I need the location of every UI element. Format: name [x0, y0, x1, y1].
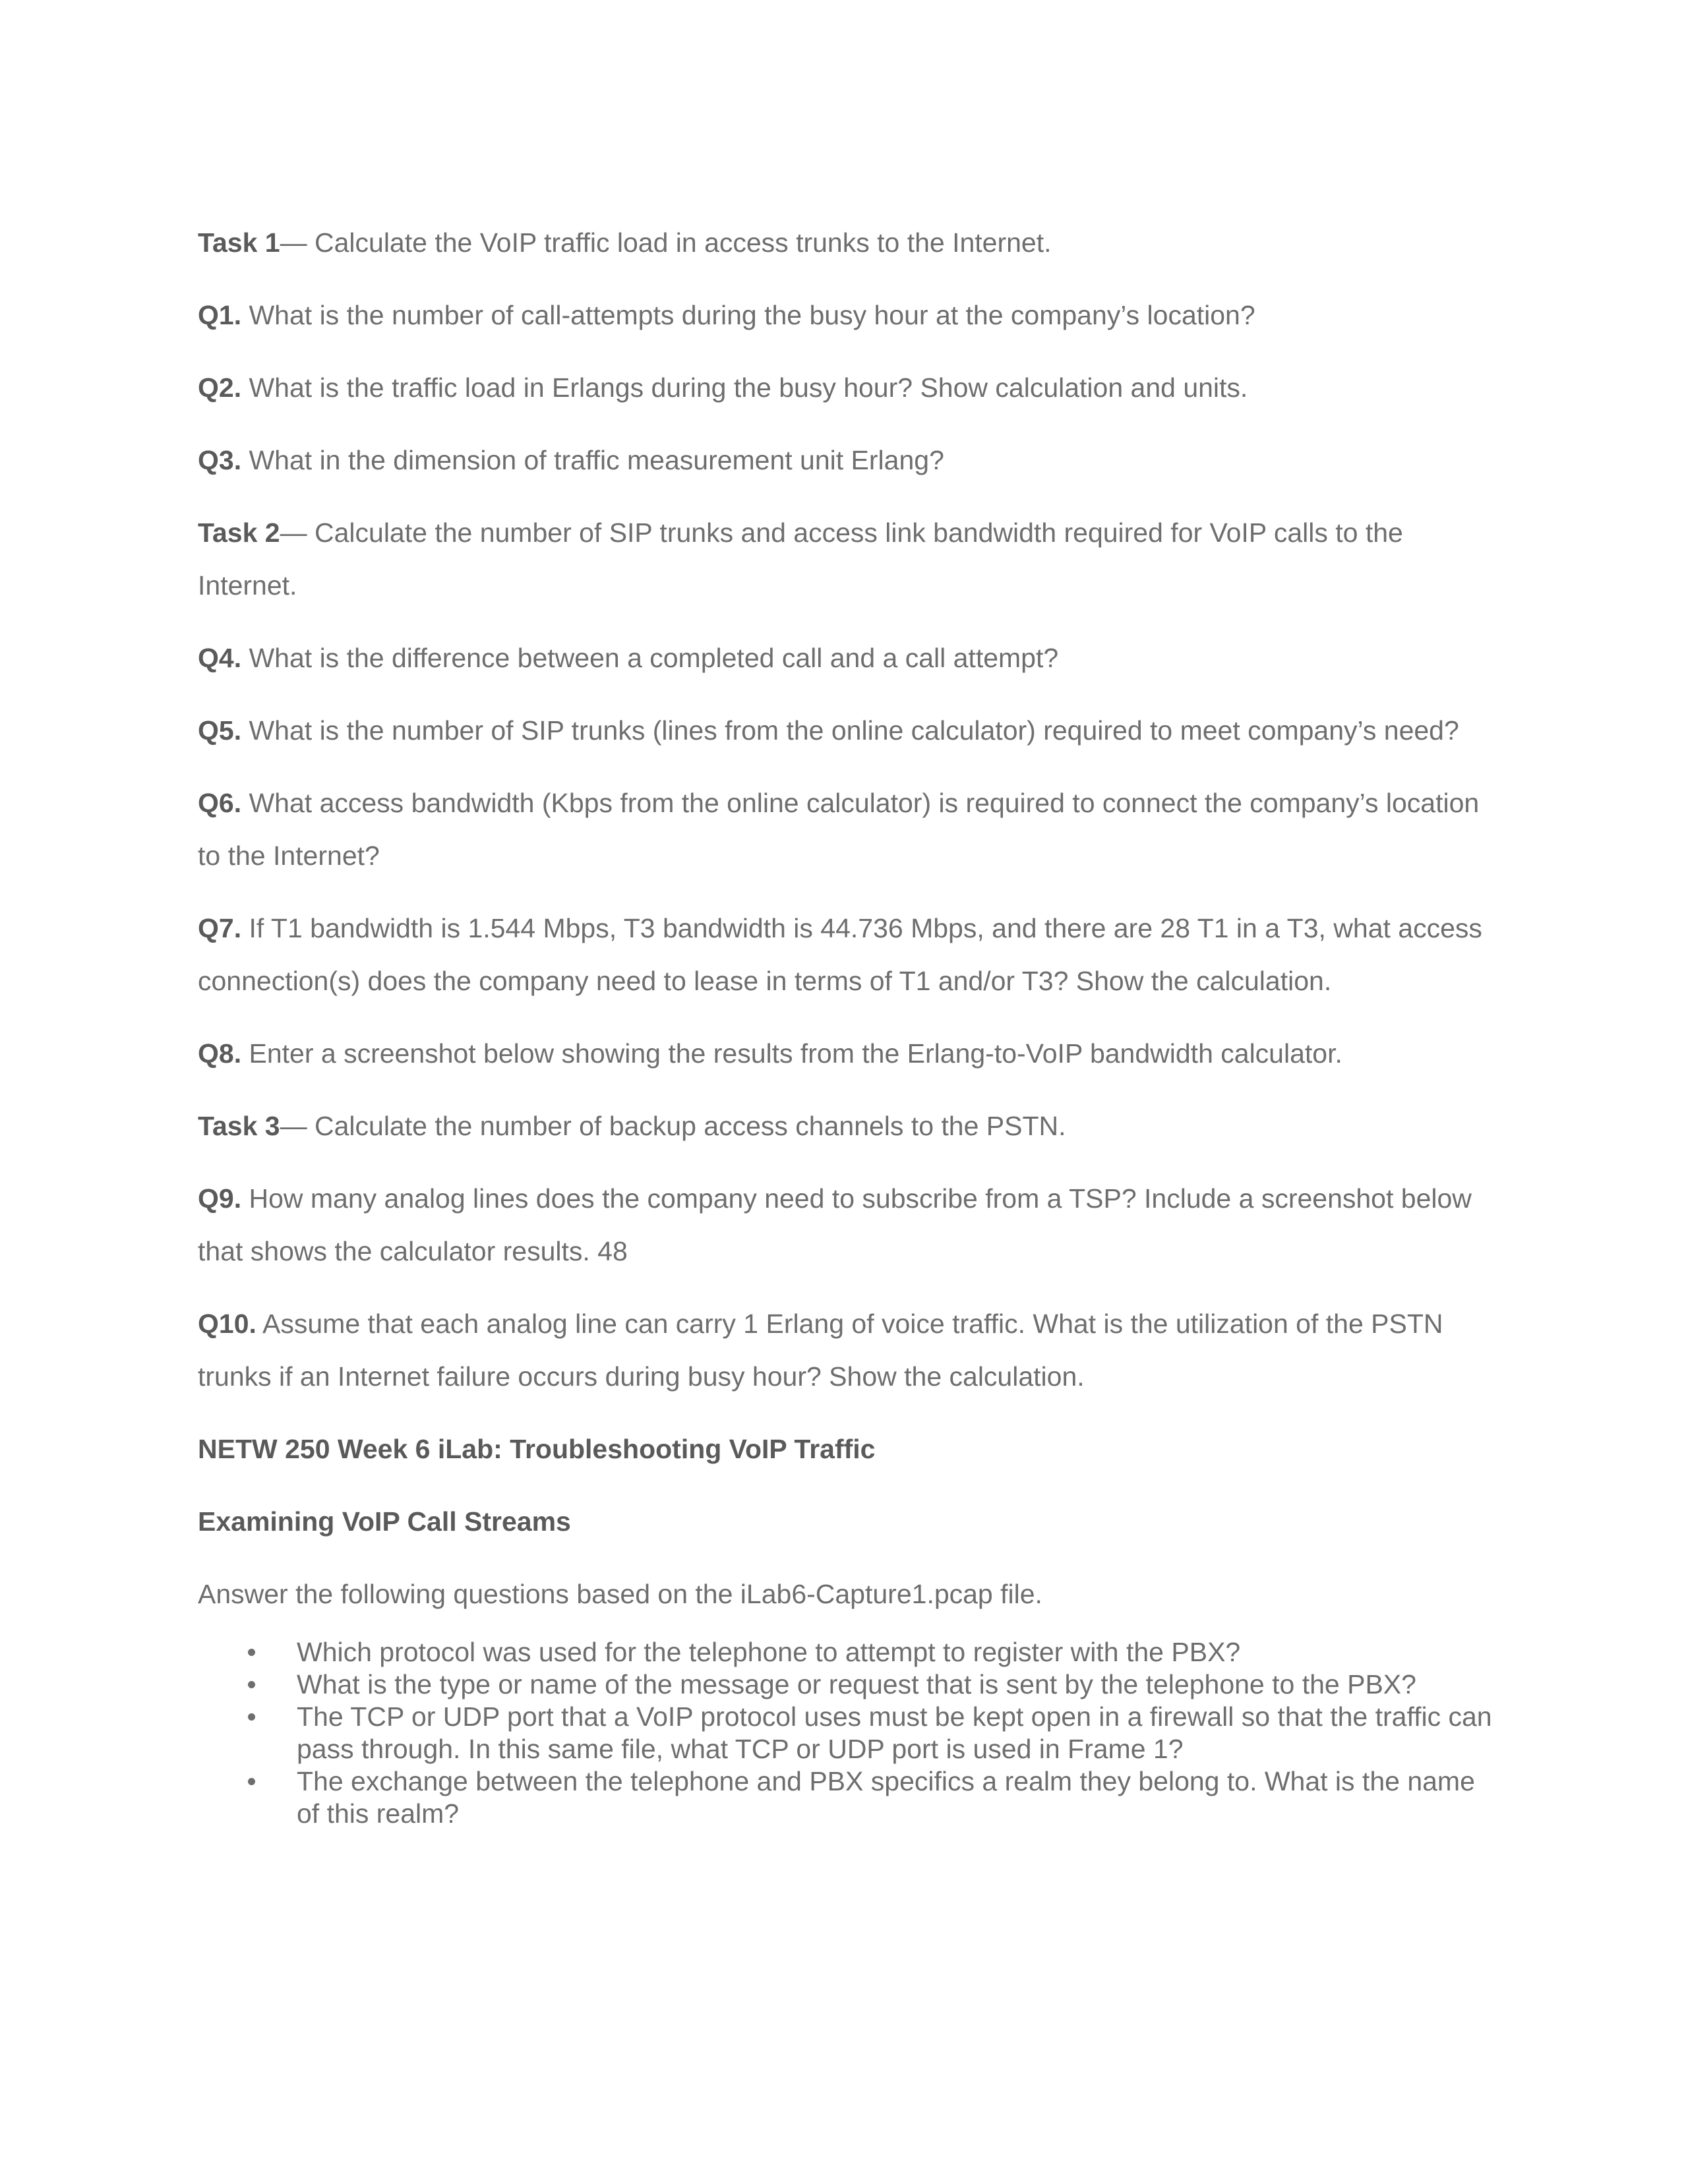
question-3-label: Q3.: [198, 445, 242, 475]
question-6: [198, 777, 1503, 882]
question-1-text: What is the number of call-attempts during the busy hour at the company’s location?: [241, 300, 1255, 330]
question-4: [198, 632, 1503, 684]
task-2-label: Task 2: [198, 517, 280, 548]
list-item: [198, 1636, 1503, 1668]
question-4-label: Q4.: [198, 643, 242, 673]
question-2: [198, 361, 1503, 414]
question-8-label: Q8.: [198, 1038, 242, 1069]
question-9-text: How many analog lines does the company need to subscribe from a TSP? Include a screenshot below that shows the calculator results. 48: [198, 1183, 1472, 1266]
question-10: [198, 1297, 1503, 1403]
question-3-text: What in the dimension of traffic measurement unit Erlang?: [241, 445, 944, 475]
instructions: Answer the following questions based on the iLab6-Capture1.pcap file.: [198, 1579, 1042, 1609]
bullet-icon: [248, 1778, 255, 1785]
question-3: [198, 434, 1503, 487]
question-4-text: What is the difference between a completed call and a call attempt?: [241, 643, 1059, 673]
task-1: [198, 216, 1503, 269]
list-item: [198, 1701, 1503, 1765]
question-5-text: What is the number of SIP trunks (lines from the online calculator) required to meet company’s need?: [241, 715, 1459, 746]
task-3: [198, 1100, 1503, 1152]
list-item-text: The exchange between the telephone and PBX specifics a realm they belong to. What is the name of this realm?: [297, 1766, 1475, 1829]
question-1-label: Q1.: [198, 300, 242, 330]
question-1: [198, 289, 1503, 341]
task-1-text: — Calculate the VoIP traffic load in access trunks to the Internet.: [280, 227, 1052, 258]
list-item-text: Which protocol was used for the telephone to attempt to register with the PBX?: [297, 1637, 1241, 1667]
list-item: [198, 1668, 1503, 1701]
question-6-label: Q6.: [198, 788, 242, 818]
task-3-text: — Calculate the number of backup access channels to the PSTN.: [280, 1111, 1066, 1141]
question-5-label: Q5.: [198, 715, 242, 746]
list-item: [198, 1765, 1503, 1830]
question-10-text: Assume that each analog line can carry 1 Erlang of voice traffic. What is the utilization of the PSTN trunks if an Internet failure occurs during busy hour? Show the calculation.: [198, 1309, 1443, 1392]
task-3-label: Task 3: [198, 1111, 280, 1141]
question-bullet-list: [198, 1636, 1503, 1830]
question-7-text: If T1 bandwidth is 1.544 Mbps, T3 bandwidth is 44.736 Mbps, and there are 28 T1 in a T3, what access connection(s) does the company need to lease in terms of T1 and/or T3? Show the calculation.: [198, 913, 1482, 996]
task-1-label: Task 1: [198, 227, 280, 258]
question-7-label: Q7.: [198, 913, 242, 943]
question-9: [198, 1172, 1503, 1278]
question-5: [198, 704, 1503, 757]
section-title: Examining VoIP Call Streams: [198, 1506, 571, 1537]
task-2-text: — Calculate the number of SIP trunks and access link bandwidth required for VoIP calls to the Internet.: [198, 517, 1403, 601]
question-8-text: Enter a screenshot below showing the results from the Erlang-to-VoIP bandwidth calculator.: [241, 1038, 1342, 1069]
question-8: [198, 1027, 1503, 1080]
bullet-icon: [248, 1681, 255, 1688]
list-item-text: What is the type or name of the message or request that is sent by the telephone to the PBX?: [297, 1669, 1416, 1699]
bullet-icon: [248, 1649, 255, 1656]
question-6-text: What access bandwidth (Kbps from the online calculator) is required to connect the company’s location to the Internet?: [198, 788, 1480, 871]
task-2: [198, 506, 1503, 612]
question-2-text: What is the traffic load in Erlangs during the busy hour? Show calculation and units.: [241, 372, 1248, 403]
list-item-text: The TCP or UDP port that a VoIP protocol uses must be kept open in a firewall so that the traffic can pass through. In this same file, what TCP or UDP port is used in Frame 1?: [297, 1701, 1492, 1764]
document-page: [198, 216, 1503, 1830]
bullet-icon: [248, 1713, 255, 1721]
lab-title: NETW 250 Week 6 iLab: Troubleshooting VoIP Traffic: [198, 1434, 876, 1464]
question-7: [198, 902, 1503, 1007]
question-10-label: Q10.: [198, 1309, 256, 1339]
question-2-label: Q2.: [198, 372, 242, 403]
question-9-label: Q9.: [198, 1183, 242, 1214]
